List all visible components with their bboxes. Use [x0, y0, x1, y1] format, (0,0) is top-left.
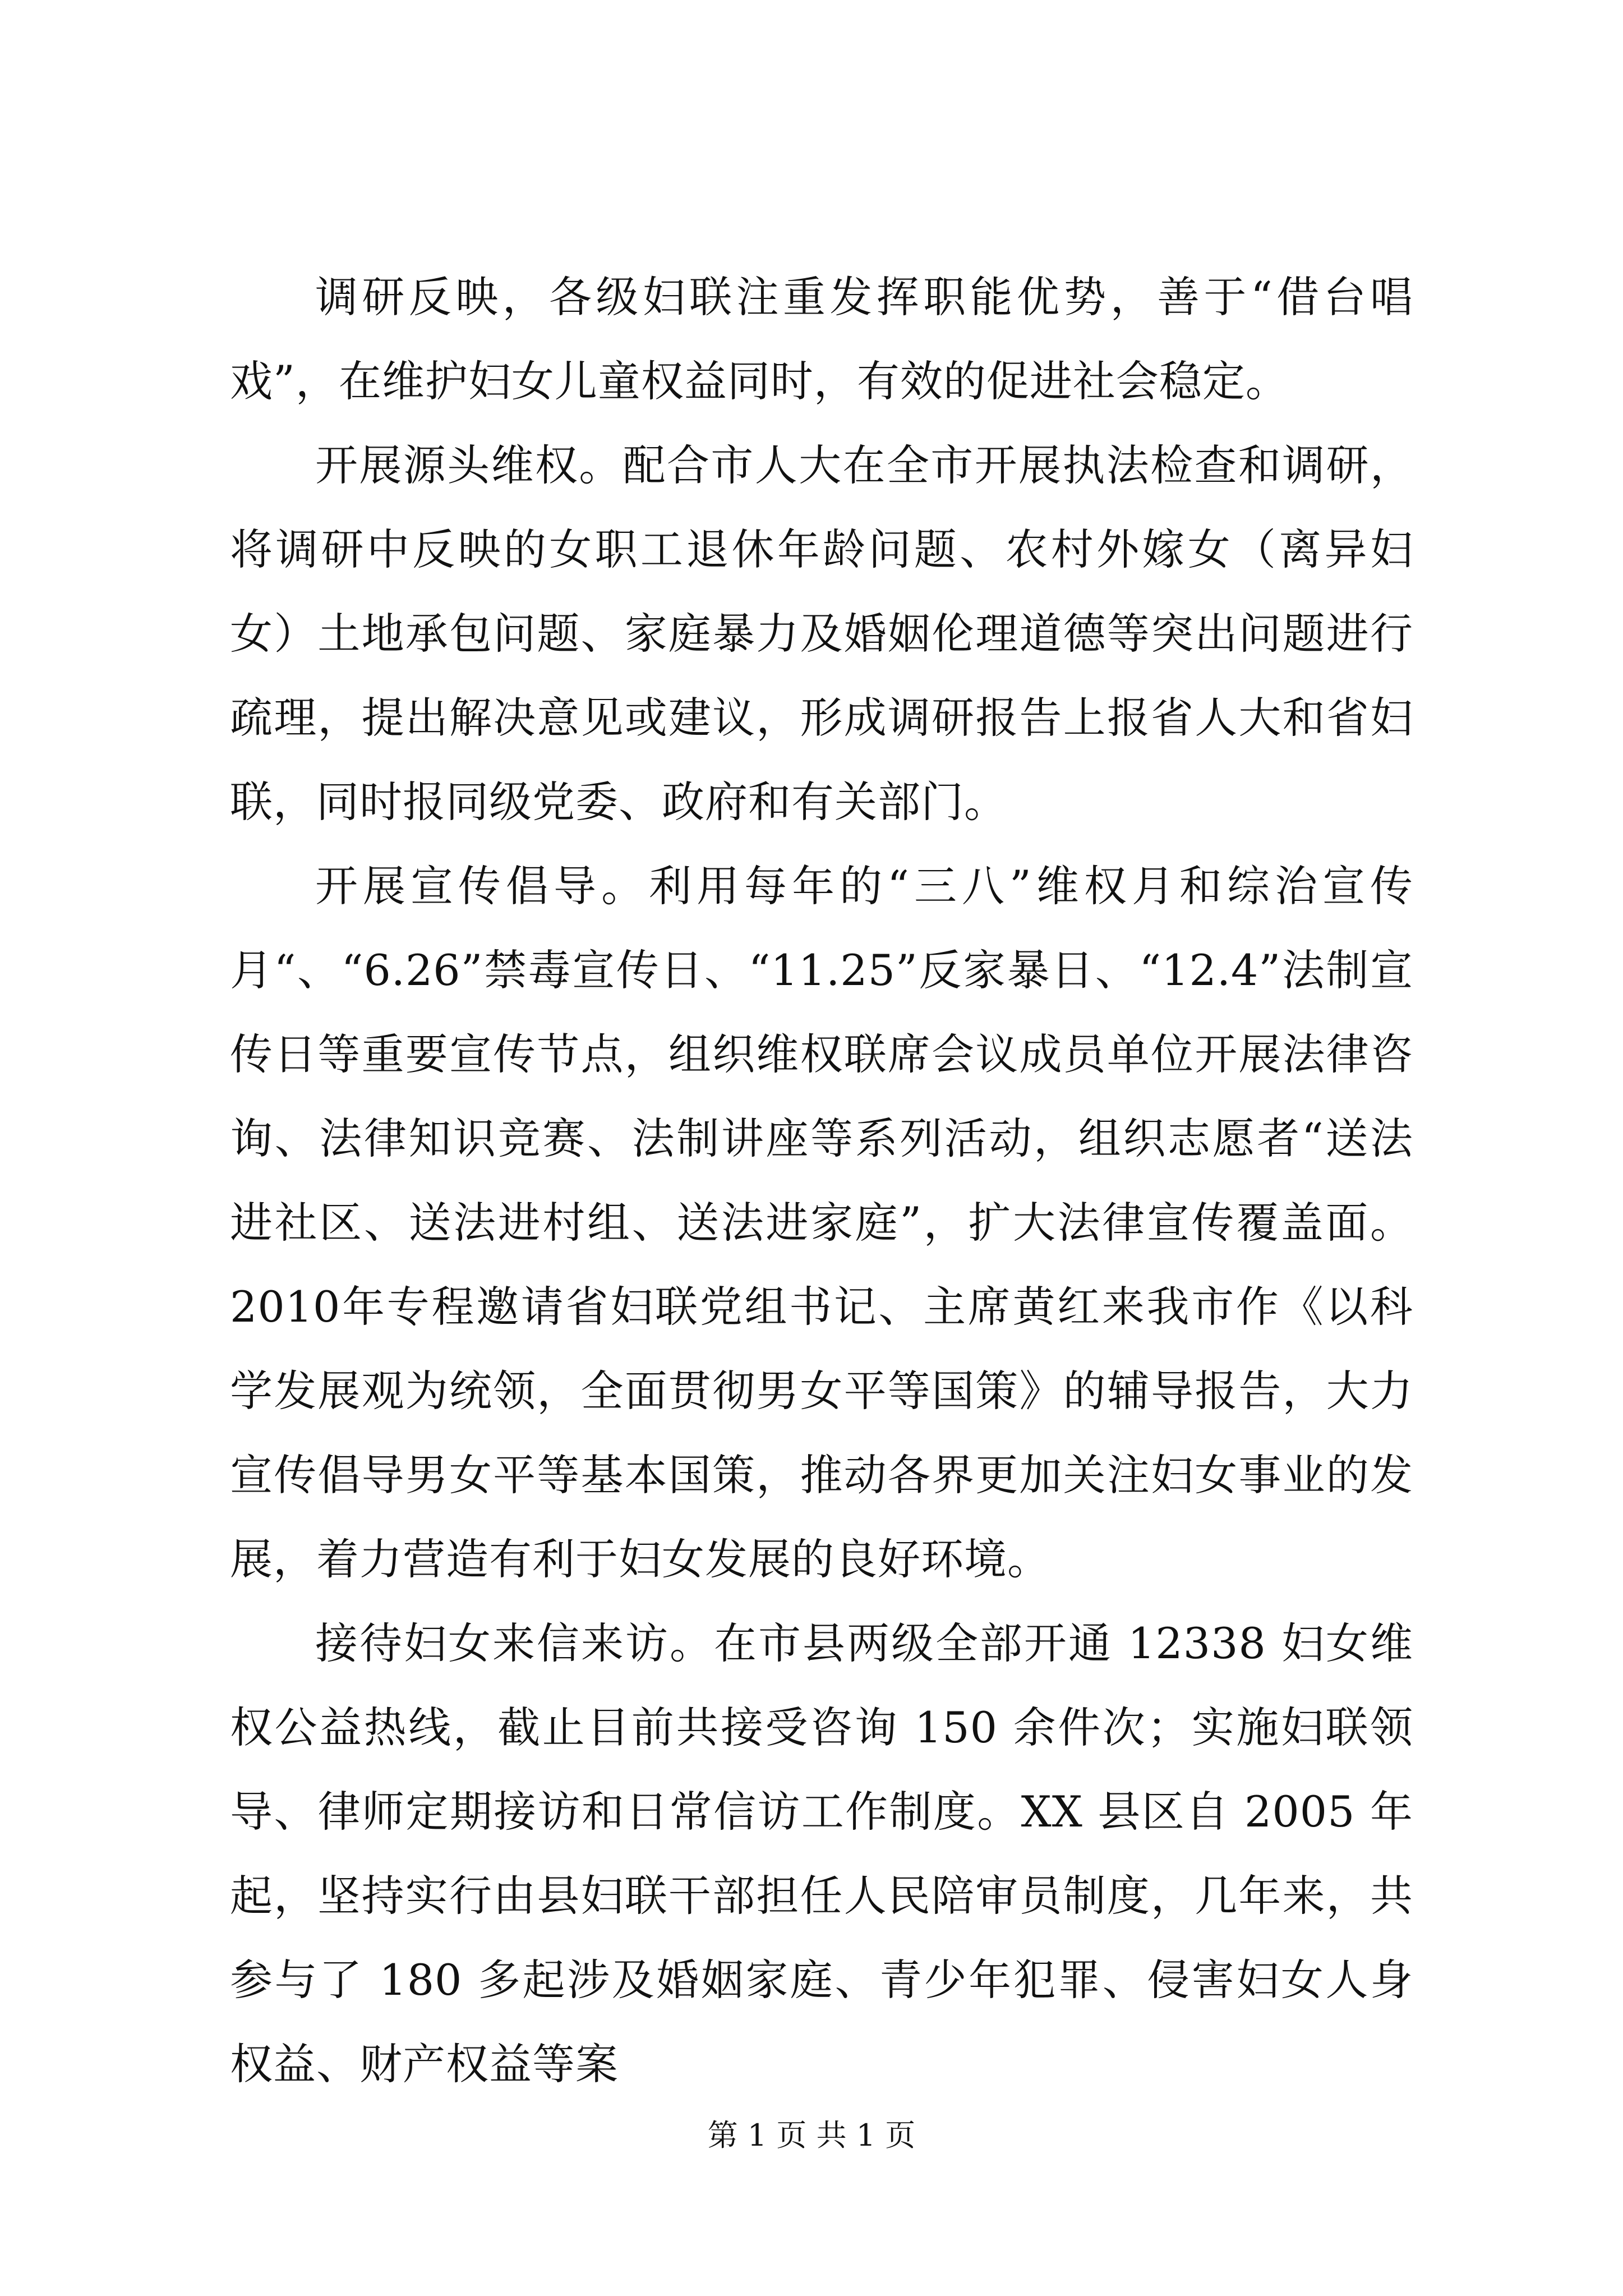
- document-body: [230, 255, 1413, 2106]
- paragraph-1: 调研反映，各级妇联注重发挥职能优势，善于“借台唱戏”，在维护妇女儿童权益同时，有效的促进社会稳定。: [230, 272, 1413, 406]
- paragraph-3: 开展宣传倡导。利用每年的“三八”维权月和综治宣传月“、“6.26”禁毒宣传日、“11.25”反家暴日、“12.4”法制宣传日等重要宣传节点，组织维权联席会议成员单位开展法律咨询、法律知识竞赛、法制讲座等系列活动，组织志愿者“送法进社区、送法进村组、送法进家庭”，扩大法律宣传覆盖面。2010年专程邀请省妇联党组书记、主席黄红来我市作《以科学发展观为统领，全面贯彻男女平等国策》的辅导报告，大力宣传倡导男女平等基本国策，推动各界更加关注妇女事业的发展，着力营造有利于妇女发展的良好环境。: [230, 861, 1413, 1584]
- paragraph-4: 接待妇女来信来访。在市县两级全部开通 12338 妇女维权公益热线，截止目前共接受咨询 150 余件次；实施妇联领导、律师定期接访和日常信访工作制度。XX 县区自 2005 年起，坚持实行由县妇联干部担任人民陪审员制度，几年来，共参与了 180 多起涉及婚姻家庭、青少年犯罪、侵害妇女人身权益、财产权益等案: [230, 1618, 1413, 2089]
- paragraph-2: 开展源头维权。配合市人大在全市开展执法检查和调研，将调研中反映的女职工退休年龄问题、农村外嫁女（离异妇女）土地承包问题、家庭暴力及婚姻伦理道德等突出问题进行疏理，提出解决意见或建议，形成调研报告上报省人大和省妇联，同时报同级党委、政府和有关部门。: [230, 440, 1413, 827]
- page-footer: 第 1 页 共 1 页: [707, 2118, 916, 2153]
